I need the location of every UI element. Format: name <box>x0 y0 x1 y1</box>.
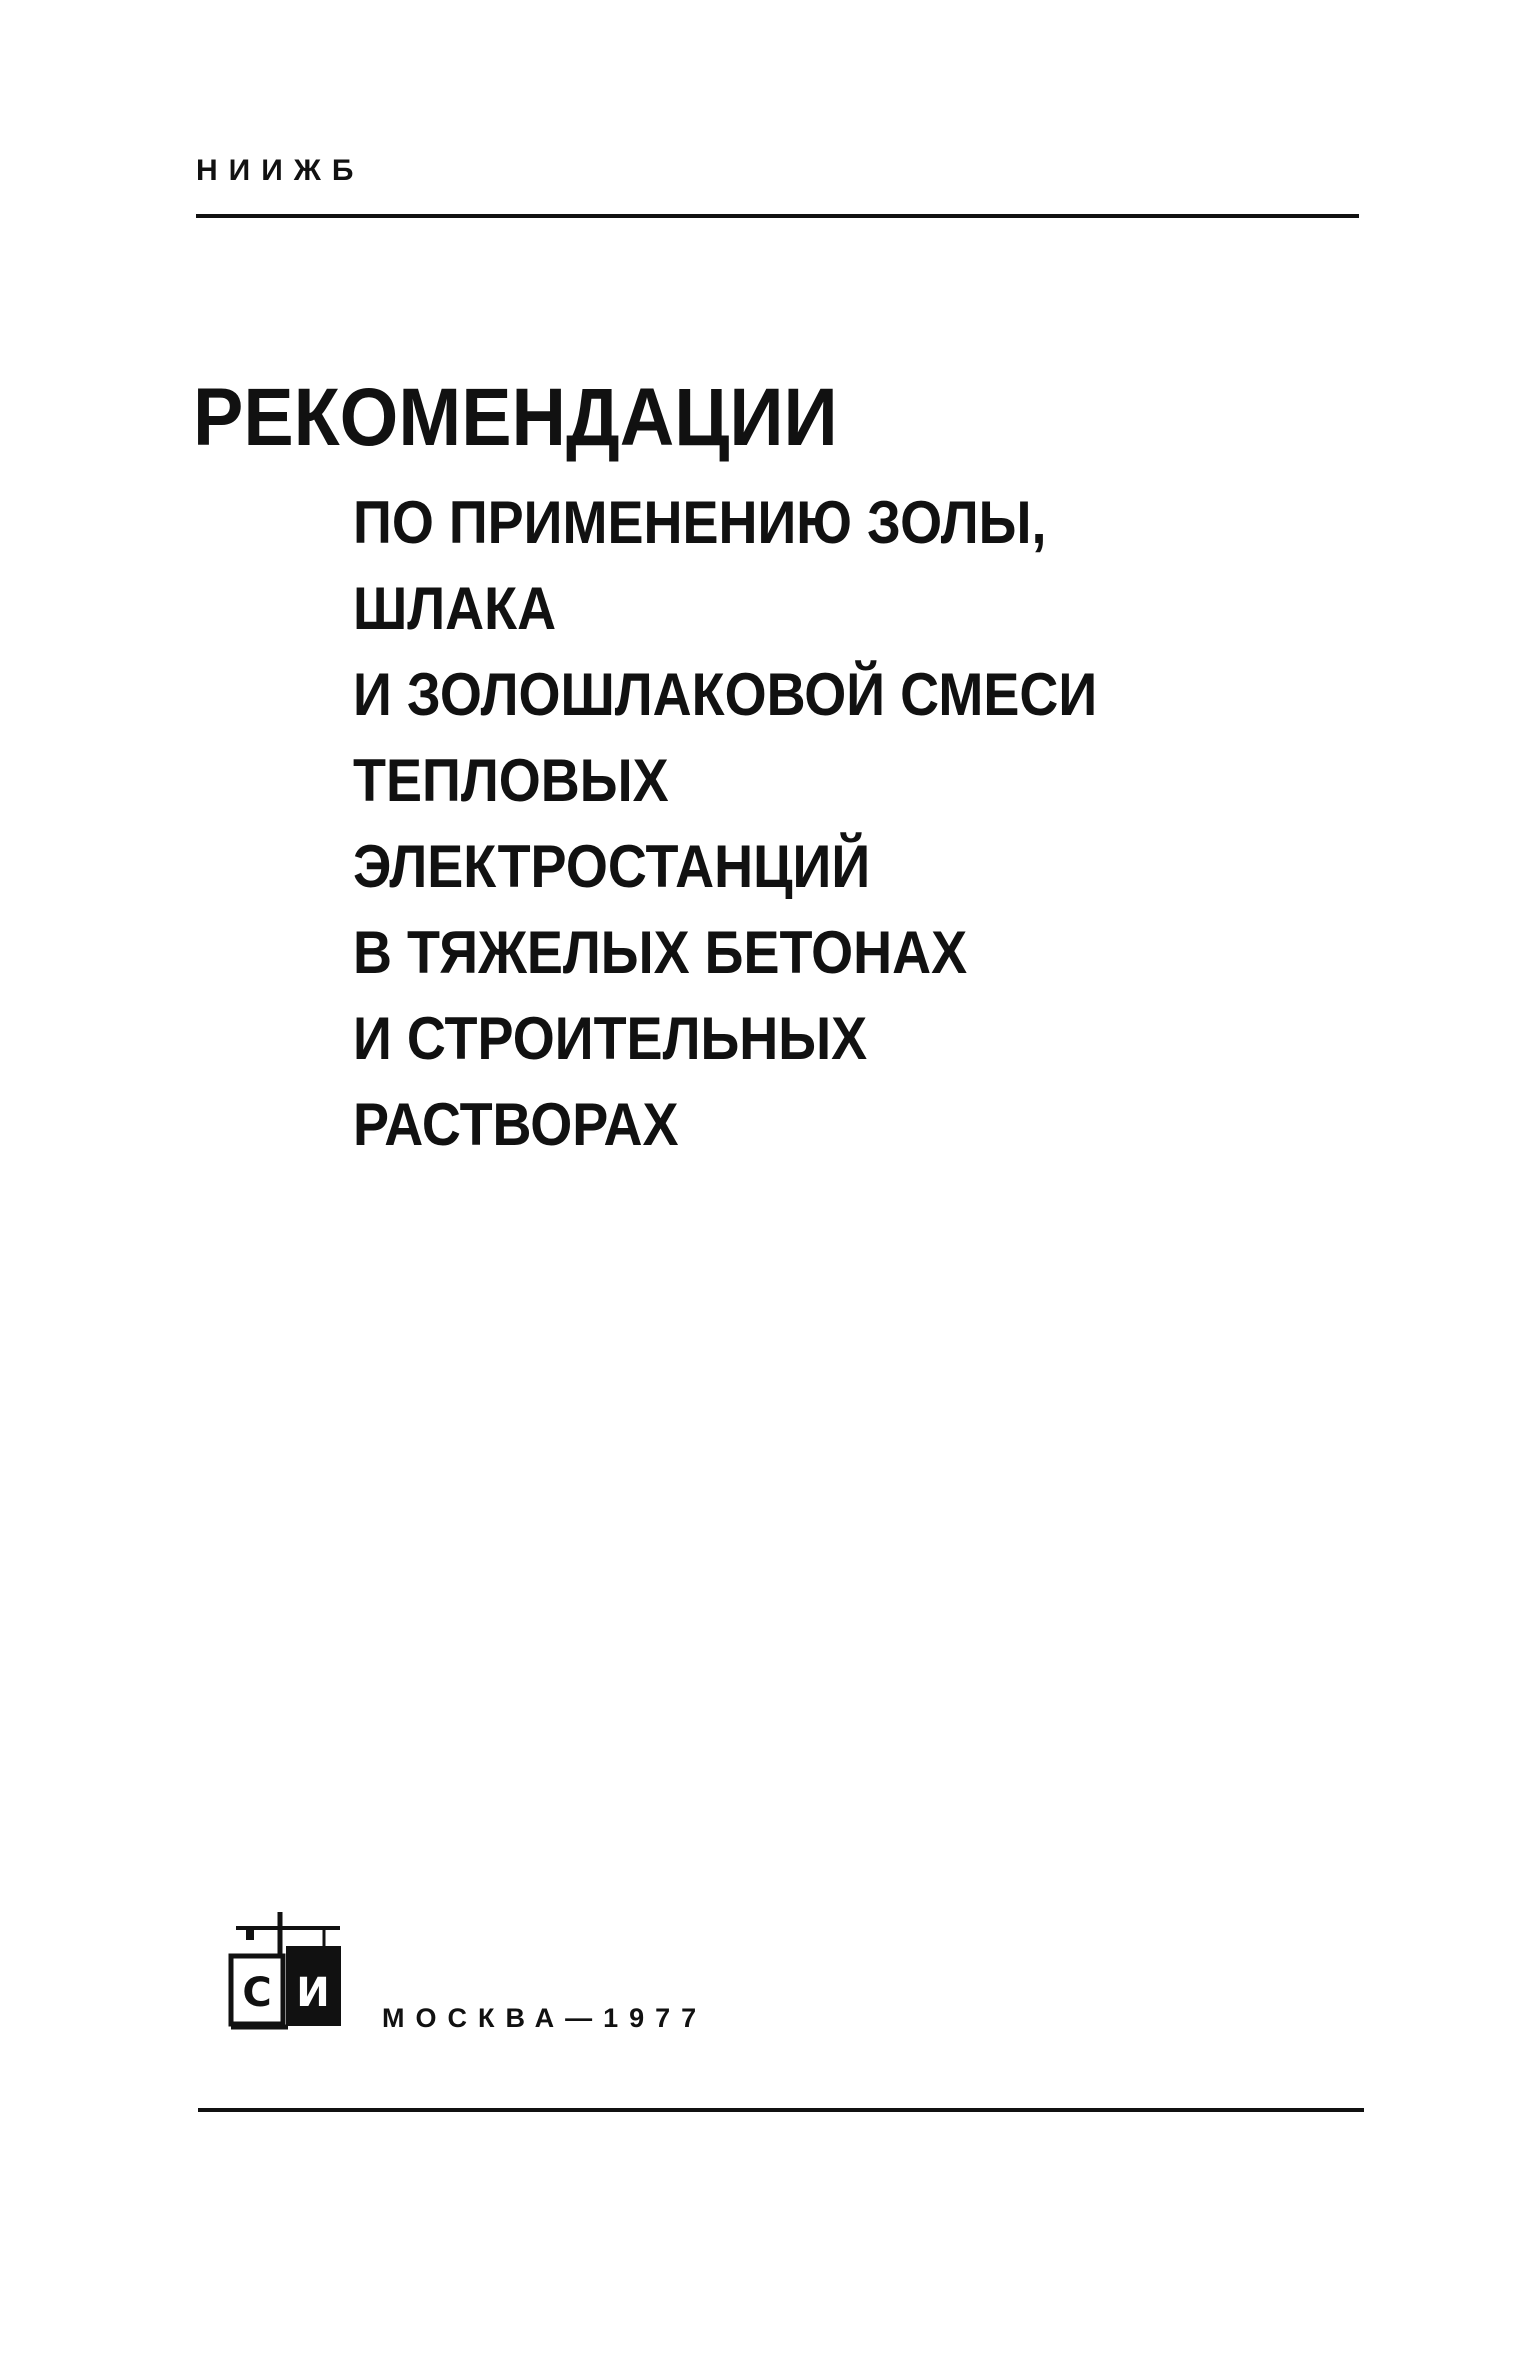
svg-text:И: И <box>296 1970 330 2016</box>
organization-name: НИИЖБ <box>196 154 365 187</box>
subtitle-line: ПО ПРИМЕНЕНИЮ ЗОЛЫ, <box>353 489 1047 556</box>
document-subtitle <box>353 480 1097 1168</box>
publisher-crane-logo-icon <box>228 1908 346 2033</box>
subtitle-line: В ТЯЖЕЛЫХ БЕТОНАХ <box>353 919 968 986</box>
subtitle-line: РАСТВОРАХ <box>353 1091 679 1158</box>
svg-text:С: С <box>242 1970 272 2016</box>
document-title: РЕКОМЕНДАЦИИ <box>193 372 838 463</box>
subtitle-line: И СТРОИТЕЛЬНЫХ <box>353 1005 868 1072</box>
subtitle-line: И ЗОЛОШЛАКОВОЙ СМЕСИ <box>353 661 1098 728</box>
bottom-divider <box>198 2108 1364 2112</box>
top-divider <box>196 214 1359 218</box>
publication-city-year: МОСКВА—1977 <box>382 2003 708 2033</box>
subtitle-line: ШЛАКА <box>353 575 557 642</box>
subtitle-line: ТЕПЛОВЫХ <box>353 747 669 814</box>
subtitle-line: ЭЛЕКТРОСТАНЦИЙ <box>353 833 871 900</box>
